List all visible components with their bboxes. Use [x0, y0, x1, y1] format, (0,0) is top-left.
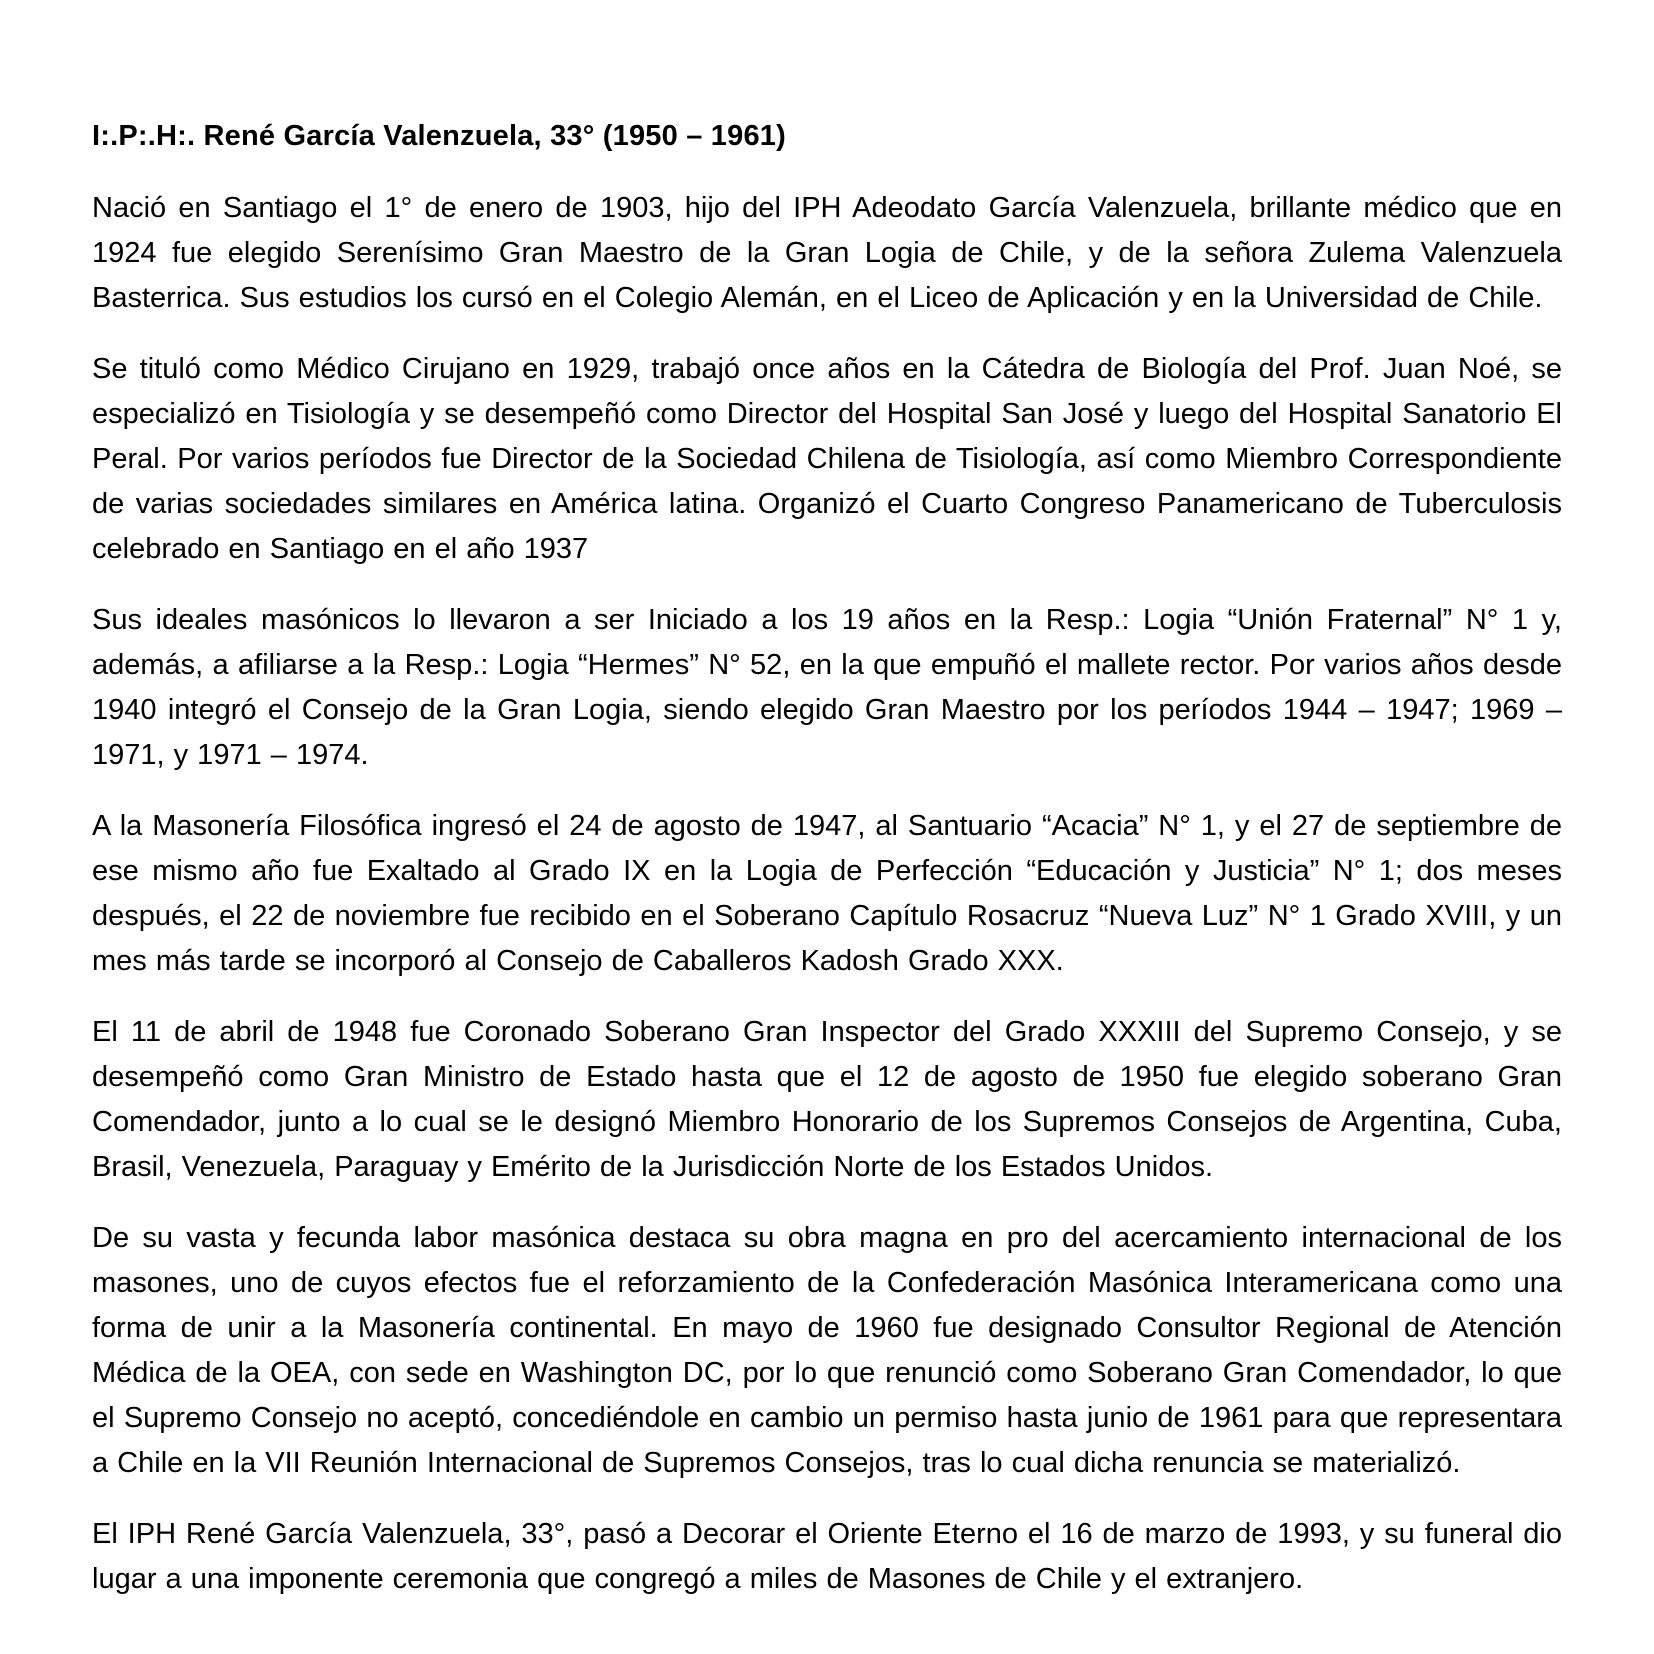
paragraph-medical-career: Se tituló como Médico Cirujano en 1929, trabajó once años en la Cátedra de Biología del Prof. Juan Noé, se especializó en Tisiología y se desempeñó como Director del Hospital San José y luego del Hospital Sanatorio El Peral. Por varios períodos fue Director de la Sociedad Chilena de Tisiología, así como Miembro Correspondiente de varias sociedades similares en América latina. Organizó el Cuarto Congreso Panamericano de Tuberculosis celebrado en Santiago en el año 1937: [92, 352, 1562, 565]
paragraph-supreme-council: El 11 de abril de 1948 fue Coronado Soberano Gran Inspector del Grado XXXIII del Supremo Consejo, y se desempeñó como Gran Ministro de Estado hasta que el 12 de agosto de 1950 fue elegido soberano Gran Comendador, junto a lo cual se le designó Miembro Honorario de los Supremos Consejos de Argentina, Cuba, Brasil, Venezuela, Paraguay y Emérito de la Jurisdicción Norte de los Estados Unidos.: [92, 1015, 1562, 1183]
paragraph-death-funeral: El IPH René García Valenzuela, 33°, pasó a Decorar el Oriente Eterno el 16 de marzo de 1993, y su funeral dio lugar a una imponente ceremonia que congregó a miles de Masones de Chile y el extranjero.: [92, 1517, 1562, 1595]
paragraph-birth-education: Nació en Santiago el 1° de enero de 1903, hijo del IPH Adeodato García Valenzuela, brillante médico que en 1924 fue elegido Serenísimo Gran Maestro de la Gran Logia de Chile, y de la señora Zulema Valenzuela Basterrica. Sus estudios los cursó en el Colegio Alemán, en el Liceo de Aplicación y en la Universidad de Chile.: [92, 191, 1562, 314]
paragraph-philosophic-masonry: A la Masonería Filosófica ingresó el 24 de agosto de 1947, al Santuario “Acacia” N° 1, y el 27 de septiembre de ese mismo año fue Exaltado al Grado IX en la Logia de Perfección “Educación y Justicia” N° 1; dos meses después, el 22 de noviembre fue recibido en el Soberano Capítulo Rosacruz “Nueva Luz” N° 1 Grado XVIII, y un mes más tarde se incorporó al Consejo de Caballeros Kadosh Grado XXX.: [92, 809, 1562, 977]
document-title: I:.P:.H:. René García Valenzuela, 33° (1950 – 1961): [92, 120, 786, 152]
paragraph-international-work: De su vasta y fecunda labor masónica destaca su obra magna en pro del acercamiento internacional de los masones, uno de cuyos efectos fue el reforzamiento de la Confederación Masónica Interamericana como una forma de unir a la Masonería continental. En mayo de 1960 fue designado Consultor Regional de Atención Médica de la OEA, con sede en Washington DC, por lo que renunció como Soberano Gran Comendador, lo que el Supremo Consejo no aceptó, concediéndole en cambio un permiso hasta junio de 1961 para que representara a Chile en la VII Reunión Internacional de Supremos Consejos, tras lo cual dicha renuncia se materializó.: [92, 1221, 1562, 1479]
paragraph-masonic-ideals: Sus ideales masónicos lo llevaron a ser Iniciado a los 19 años en la Resp.: Logia “Unión Fraternal” N° 1 y, además, a afiliarse a la Resp.: Logia “Hermes” N° 52, en la que empuñó el mallete rector. Por varios años desde 1940 integró el Consejo de la Gran Logia, siendo elegido Gran Maestro por los períodos 1944 – 1947; 1969 – 1971, y 1971 – 1974.: [92, 603, 1562, 771]
